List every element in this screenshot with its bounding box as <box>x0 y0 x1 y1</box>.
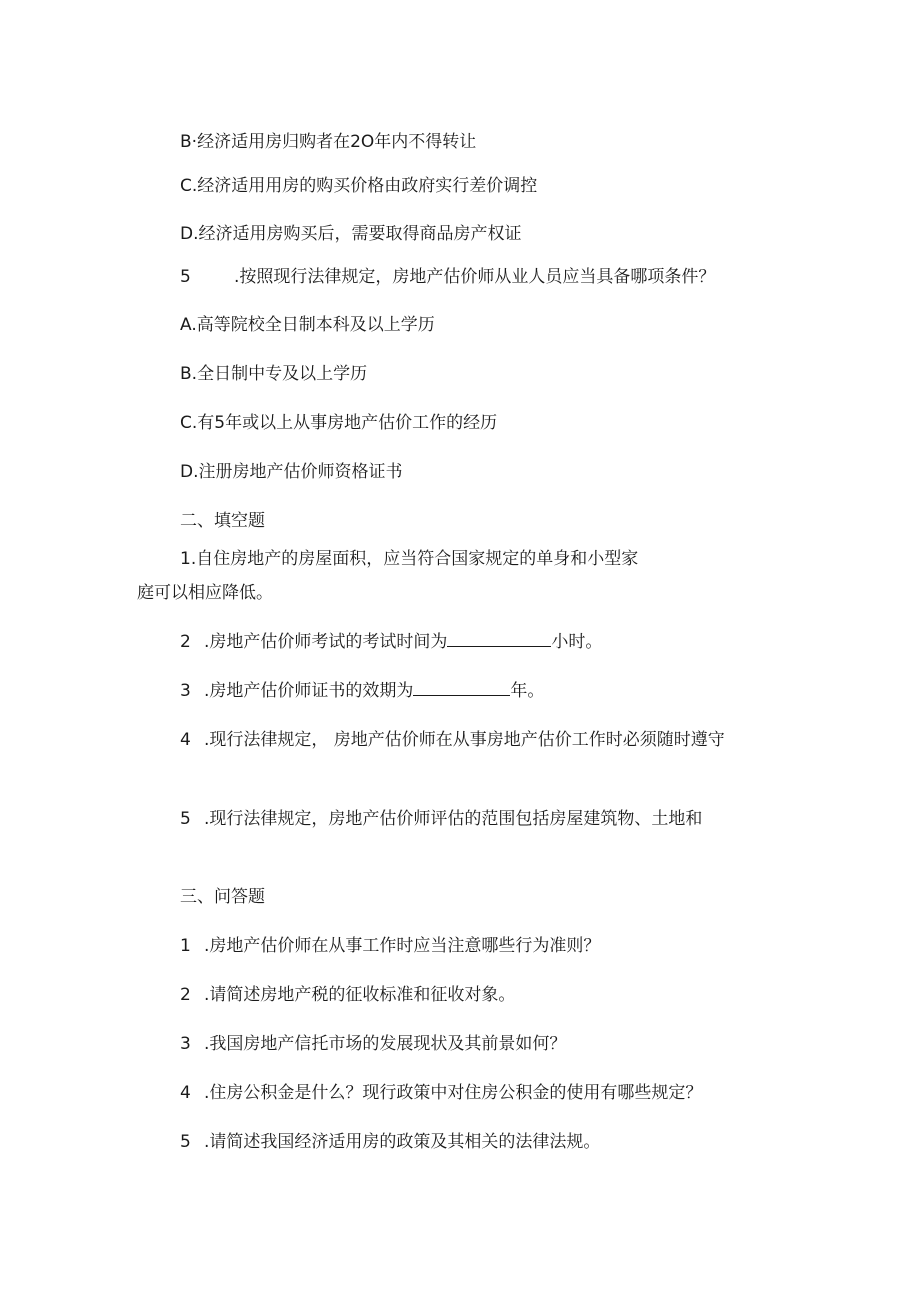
question-number: 3 <box>180 681 191 701</box>
question-text: .房地产估价师证书的效期为 <box>204 681 414 701</box>
question-text: .请简述我国经济适用房的政策及其相关的法律法规。 <box>204 1132 601 1152</box>
question-number: 5 <box>180 1132 191 1152</box>
question-text: .现行法律规定， 房地产估价师在从事房地产估价工作时必须随时遵守 <box>204 730 725 750</box>
question-text: .房地产估价师在从事工作时应当注意哪些行为准则？ <box>204 936 601 956</box>
question-number: 4 <box>180 730 191 750</box>
qa-question-3 <box>180 1033 566 1055</box>
option-c-prev: C.经济适用用房的购买价格由政府实行差价调控 <box>180 176 538 196</box>
question-text: .现行法律规定，房地产估价师评估的范围包括房屋建筑物、土地和 <box>204 809 703 829</box>
option-c: C.有5年或以上从事房地产估价工作的经历 <box>180 413 498 433</box>
fill-question-5 <box>180 808 702 830</box>
fill-question-1-line1: 1.自住房地产的房屋面积，应当符合国家规定的单身和小型家 <box>180 549 639 569</box>
option-b-prev: B·经济适用房归购者在2O年内不得转让 <box>180 132 477 152</box>
question-number: 1 <box>180 936 191 956</box>
question-number: 5 <box>180 809 191 829</box>
qa-question-5 <box>180 1131 600 1153</box>
question-text: .我国房地产信托市场的发展现状及其前景如何？ <box>204 1034 567 1054</box>
option-a: A.高等院校全日制本科及以上学历 <box>180 315 435 335</box>
option-b: B.全日制中专及以上学历 <box>180 364 368 384</box>
question-mc-5 <box>180 266 715 288</box>
question-number: 4 <box>180 1083 191 1103</box>
qa-question-4 <box>180 1082 702 1104</box>
question-number: 2 <box>180 985 191 1005</box>
question-number: 2 <box>180 632 191 652</box>
section-heading-qa: 三、问答题 <box>180 887 265 907</box>
fill-question-3 <box>180 679 544 702</box>
question-suffix: 年。 <box>510 681 545 701</box>
answer-blank[interactable] <box>447 630 551 647</box>
answer-blank[interactable] <box>413 679 510 696</box>
option-d-prev: D.经济适用房购买后，需要取得商品房产权证 <box>180 224 522 244</box>
question-text: .房地产估价师考试的考试时间为 <box>204 632 448 652</box>
qa-question-2 <box>180 984 515 1006</box>
section-heading-fill: 二、填空题 <box>180 511 265 531</box>
fill-question-1-line2: 庭可以相应降低。 <box>137 583 273 603</box>
question-text: .请简述房地产税的征收标准和征收对象。 <box>204 985 516 1005</box>
option-d: D.注册房地产估价师资格证书 <box>180 462 403 482</box>
question-number: 3 <box>180 1034 191 1054</box>
fill-question-2 <box>180 630 602 653</box>
question-text: .住房公积金是什么？现行政策中对住房公积金的使用有哪些规定？ <box>204 1083 703 1103</box>
question-suffix: 小时。 <box>551 632 603 652</box>
question-number: 5 <box>180 267 191 287</box>
fill-question-4 <box>180 729 725 751</box>
qa-question-1 <box>180 935 600 957</box>
question-text: .按照现行法律规定，房地产估价师从业人员应当具备哪项条件？ <box>234 267 716 287</box>
